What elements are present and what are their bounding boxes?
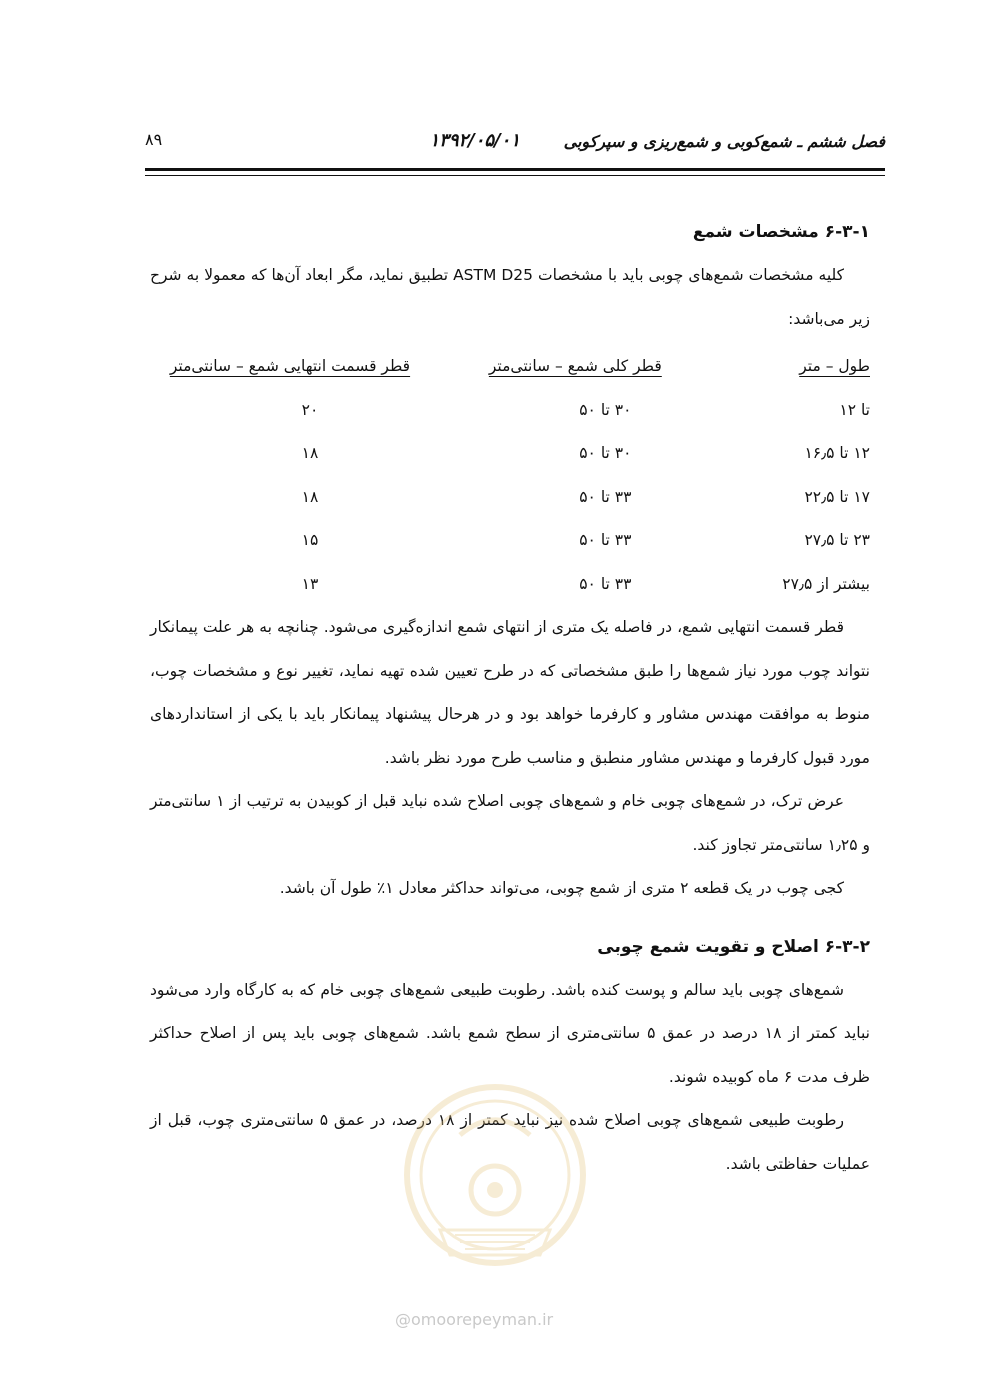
column-header-length: طول – متر	[799, 357, 870, 375]
table-cell: ۱۸	[301, 444, 319, 462]
crookedness-paragraph: کجی چوب در یک قطعه ۲ متری از شمع چوبی، می‌تواند حداکثر معادل ۱٪ طول آن باشد.	[279, 879, 844, 897]
header-date: ۱۳۹۲/۰۵/۰۱	[429, 130, 520, 151]
table-cell: ۲۰	[301, 400, 319, 419]
table-cell: ۳۰ تا ۵۰	[579, 400, 632, 419]
crack-width-paragraph: عرض ترک، در شمع‌های چوبی خام و شمع‌های چوبی اصلاح شده نباید قبل از کوبیدن به ترتیب از ۱ سانتی‌متر و ۱٫۲۵ سانتی‌متر تجاوز کند.	[150, 792, 870, 854]
table-cell: ۳۰ تا ۵۰	[579, 444, 632, 462]
section-spacer	[150, 911, 870, 925]
table-cell: ۲۳ تا ۲۷٫۵	[804, 531, 870, 549]
table-cell: ۳۳ تا ۵۰	[579, 574, 632, 593]
table-header-row	[150, 345, 870, 389]
table-row	[150, 519, 870, 563]
body-content	[150, 210, 870, 1186]
table-cell: ۱۲ تا ۱۶٫۵	[804, 444, 870, 462]
table-cell: ۱۷ تا ۲۲٫۵	[804, 487, 870, 506]
pile-dimensions-table	[150, 345, 870, 606]
section-heading-specs: ۶-۳-۱ مشخصات شمع	[692, 222, 870, 242]
table-cell: تا ۱۲	[839, 400, 870, 419]
section-heading-treatment: ۶-۳-۲ اصلاح و تقویت شمع چوبی	[597, 936, 870, 957]
table-row	[150, 563, 870, 607]
tip-diameter-paragraph: قطر قسمت انتهایی شمع، در فاصله یک متری از انتهای شمع اندازه‌گیری می‌شود. چنانچه به هر علت پیمانکار نتواند چوب مورد نیاز شمع‌ها را طبق مشخصاتی که در طرح تعیین شده تهیه نماید، تغییر نوع و مشخصات چوب، منوط به موافقت مهندس مشاور و کارفرما خواهد بود و در هرحال پیشنهاد پیمانکار باید با یکی از استانداردهای مورد قبول کارفرما و مهندس مشاور منطبق و مناسب طرح مورد نظر باشد.	[150, 618, 870, 767]
page-header	[145, 126, 885, 166]
table-cell: ۱۳	[301, 574, 319, 593]
chapter-title: فصل ششم ـ شمع‌کوبی و شمع‌ریزی و سپرکوبی	[563, 132, 885, 151]
table-cell: ۳۳ تا ۵۰	[579, 487, 632, 506]
column-header-overall-diameter: قطر کلی شمع – سانتی‌متر	[488, 357, 662, 375]
header-rule-thick	[145, 168, 885, 171]
table-cell: ۱۵	[301, 531, 319, 549]
watermark-text: @omoorepeyman.ir	[395, 1310, 554, 1329]
table-row	[150, 476, 870, 520]
table-row	[150, 432, 870, 476]
table-cell: ۱۸	[301, 487, 319, 506]
seal-watermark-logo	[400, 1080, 590, 1270]
specs-intro-paragraph: کلیه مشخصات شمع‌های چوبی باید با مشخصات ASTM D25 تطبیق نماید، مگر ابعاد آن‌ها که معمولا به شرح زیر می‌باشد:	[150, 266, 870, 328]
table-cell: ۳۳ تا ۵۰	[579, 531, 632, 549]
moisture-paragraph: شمع‌های چوبی باید سالم و پوست کنده باشد. رطوبت طبیعی شمع‌های چوبی خام که به کارگاه وارد می‌شود نباید کمتر از ۱۸ درصد در عمق ۵ سانتی‌متری از سطح شمع باشد. شمع‌های چوبی باید پس از اصلاح حداکثر ظرف مدت ۶ ماه کوبیده شوند.	[150, 980, 871, 1086]
page-number: ۸۹	[145, 130, 163, 149]
treated-moisture-paragraph: رطوبت طبیعی شمع‌های چوبی اصلاح شده نیز نباید کمتر از ۱۸ درصد، در عمق ۵ سانتی‌متری چوب، قبل از عملیات حفاظتی باشد.	[150, 1111, 870, 1173]
table-cell: بیشتر از ۲۷٫۵	[782, 574, 870, 593]
table-row	[150, 389, 870, 433]
header-rule-thin	[145, 175, 885, 176]
column-header-tip-diameter: قطر قسمت انتهایی شمع – سانتی‌متر	[169, 357, 411, 375]
